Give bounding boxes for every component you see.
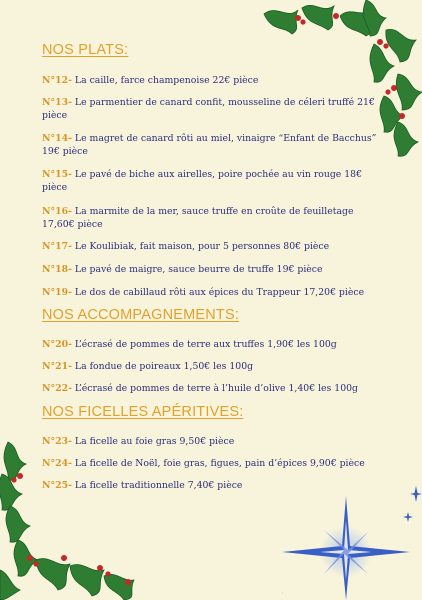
- item-description: La ficelle traditionnelle 7,40€ pièce: [71, 480, 243, 491]
- item-description: La ficelle de Noël, foie gras, figues, pain d’épices 9,90€ pièce: [71, 458, 365, 469]
- item-description: La ficelle au foie gras 9,50€ pièce: [71, 436, 235, 447]
- item-description: Le parmentier de canard confit, mousseline de céleri truffé 21€ pièce: [42, 97, 375, 121]
- menu-item-24: [42, 457, 380, 470]
- item-number: N°14-: [42, 133, 72, 144]
- item-number: N°16-: [42, 206, 72, 217]
- menu-item-21: [42, 360, 380, 373]
- item-number: N°19-: [42, 287, 72, 298]
- item-number: N°24-: [42, 458, 72, 469]
- item-description: La marmite de la mer, sauce truffe en croûte de feuilletage 17,60€ pièce: [42, 206, 354, 230]
- section-title-accompagnements: NOS ACCOMPAGNEMENTS:: [42, 307, 240, 323]
- menu-item-14: [42, 132, 380, 158]
- section-title-ficelles: NOS FICELLES APÉRITIVES:: [42, 404, 244, 420]
- item-number: N°22-: [42, 383, 72, 394]
- item-description: La fondue de poireaux 1,50€ les 100g: [71, 361, 254, 372]
- menu-item-25: [42, 479, 380, 492]
- menu-item-18: [42, 263, 380, 276]
- item-number: N°23-: [42, 436, 72, 447]
- item-description: Le pavé de maigre, sauce beurre de truffe 19€ pièce: [71, 264, 323, 275]
- item-description: Le Koulibiak, fait maison, pour 5 personnes 80€ pièce: [71, 241, 330, 252]
- star-burst-icon: [282, 476, 422, 600]
- menu-item-16: [42, 205, 380, 231]
- item-number: N°25-: [42, 480, 72, 491]
- item-description: Le dos de cabillaud rôti aux épices du Trappeur 17,20€ pièce: [71, 287, 365, 298]
- item-description: Le magret de canard rôti au miel, vinaigre “Enfant de Bacchus” 19€ pièce: [42, 133, 377, 157]
- section-title-plats: NOS PLATS:: [42, 42, 129, 58]
- item-description: La caille, farce champenoise 22€ pièce: [71, 75, 259, 86]
- item-number: N°18-: [42, 264, 72, 275]
- menu-item-12: [42, 74, 380, 87]
- item-number: N°21-: [42, 361, 72, 372]
- menu-item-13: [42, 96, 380, 122]
- item-description: L’écrasé de pommes de terre aux truffes 1,90€ les 100g: [71, 339, 337, 350]
- item-number: N°20-: [42, 339, 72, 350]
- item-description: L’écrasé de pommes de terre à l’huile d’olive 1,40€ les 100g: [71, 383, 358, 394]
- menu-item-17: [42, 240, 380, 253]
- item-description: Le pavé de biche aux airelles, poire pochée au vin rouge 18€ pièce: [42, 169, 363, 193]
- item-number: N°12-: [42, 75, 72, 86]
- item-number: N°17-: [42, 241, 72, 252]
- item-number: N°13-: [42, 97, 72, 108]
- menu-item-22: [42, 382, 380, 395]
- item-number: N°15-: [42, 169, 72, 180]
- menu-item-19: [42, 286, 380, 299]
- menu-item-23: [42, 435, 380, 448]
- menu-item-20: [42, 338, 380, 351]
- menu-item-15: [42, 168, 380, 194]
